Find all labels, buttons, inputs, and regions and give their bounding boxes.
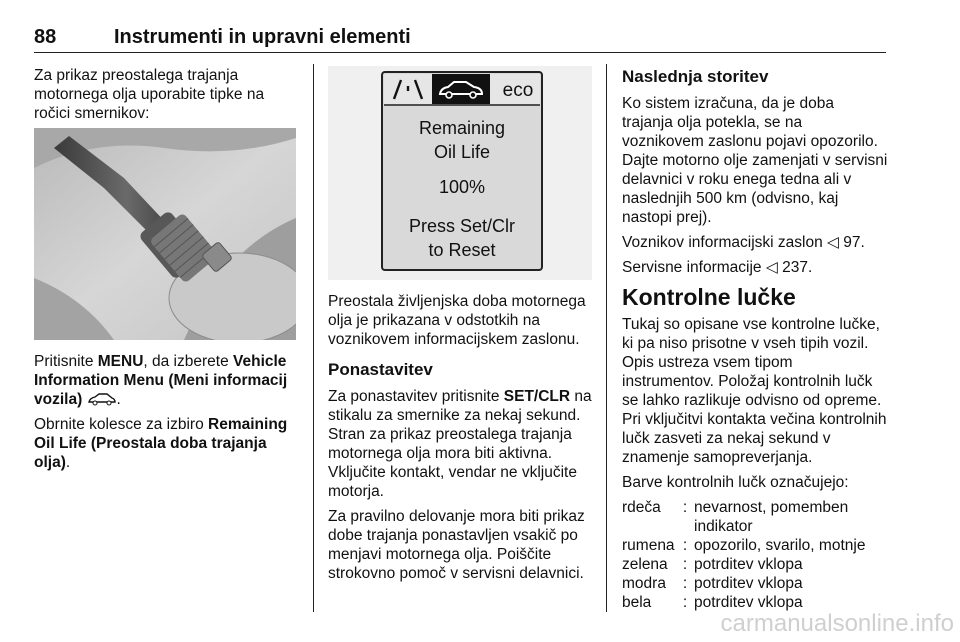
wheel-instruction: [34, 415, 296, 472]
wheel-instruction-pre: Obrnite kolesce za izbiro: [34, 416, 209, 433]
page-title: Instrumenti in upravni elementi: [114, 26, 411, 48]
car-icon: [87, 392, 117, 406]
oil-life-display: [328, 66, 592, 280]
wheel-instruction-end: .: [65, 454, 71, 471]
color-separator: :: [682, 575, 688, 592]
color-meaning-table: [622, 498, 888, 612]
ref-service-info: [622, 258, 888, 277]
reset-paragraph-2: Za pravilno delovanje mora biti prikaz dobe trajanja ponastavljen vsakič po menjavi motornega olja. Poiščite strokovno pomoč v servisni delavnici.: [328, 508, 585, 582]
column-divider-2: [606, 64, 607, 612]
reset-p1-post: na stikalu za smernike za nekaj sekund. Stran za prikaz preostalega trajanja motornega olja mora biti aktivna. Vključite kontakt, vendar ne vključite motorja.: [328, 388, 592, 500]
stalk-photo: [34, 128, 296, 340]
color-name: zelena: [622, 556, 668, 573]
column-divider-1: [313, 64, 314, 612]
color-description: potrditev vklopa: [694, 556, 803, 573]
color-name: modra: [622, 575, 666, 592]
ref2-text: Servisne informacije: [622, 259, 766, 276]
display-caption: Preostala življenjska doba motornega olja je prikazana v odstotkih na voznikovem informacijskem zaslonu.: [328, 293, 586, 348]
ref2-page: 237.: [777, 259, 813, 276]
active-tab: [432, 74, 490, 104]
color-row: [622, 536, 888, 555]
page-header: [34, 26, 886, 52]
color-name: rumena: [622, 537, 675, 554]
color-separator: :: [682, 556, 688, 573]
set-clr-key: SET/CLR: [503, 388, 571, 405]
color-row: [622, 574, 888, 593]
color-row: [622, 555, 888, 574]
header-rule: [34, 52, 886, 53]
column-2: [328, 292, 592, 589]
menu-instruction: [34, 352, 296, 409]
display-line-press: Press Set/Clr: [408, 216, 516, 236]
color-description: potrditev vklopa: [694, 575, 803, 592]
column-3: [622, 66, 888, 612]
color-description: nevarnost, pomemben indikator: [694, 499, 849, 535]
color-separator: :: [682, 499, 688, 516]
watermark: carmanualsonline.info: [720, 610, 954, 637]
column-1-lower: [34, 352, 296, 478]
colors-intro: Barve kontrolnih lučk označujejo:: [622, 474, 849, 491]
remaining-oil-life-label: Remaining Oil Life (Preostala doba trajanja olja): [34, 416, 288, 471]
menu-instruction-pre: Pritisnite: [34, 353, 98, 370]
menu-key: MENU: [97, 353, 144, 370]
color-description: potrditev vklopa: [694, 594, 803, 611]
display-line-remaining: Remaining: [418, 118, 506, 138]
warning-lights-paragraph: Tukaj so opisane vse kontrolne lučke, ki pa niso prisotne v vseh tipih vozil. Opis ustreza vsem tipom instrumentov. Položaj kontrolnih lučk se lahko razlikuje odvisno od opreme. Pri vključitvi kontakta večina kontrolnih lučk zasveti za nekaj sekund v znamenje samopreverjanja.: [622, 316, 887, 466]
vehicle-info-menu-label: Vehicle Information Menu (Meni informacij vozila): [34, 353, 288, 408]
display-percent: 100%: [438, 177, 486, 197]
reset-paragraph-1: [328, 387, 592, 501]
display-line-reset: to Reset: [428, 240, 496, 260]
next-service-paragraph: Ko sistem izračuna, da je doba trajanja olja potekla, se na voznikovem zaslonu pojavi opozorilo. Dajte motorno olje zamenjati v servisni delavnici v roku enega tedna ali v naslednjih 500 km (odvisno, kaj nastopi prej).: [622, 95, 888, 226]
color-description: opozorilo, svarilo, motnje: [694, 537, 866, 554]
intro-text: Za prikaz preostalega trajanja motornega olja uporabite tipke na ročici smernikov:: [34, 67, 265, 122]
column-1: [34, 66, 296, 129]
page-number: 88: [34, 26, 57, 48]
color-separator: :: [682, 537, 688, 554]
color-name: rdeča: [622, 499, 661, 516]
menu-instruction-end: .: [116, 391, 121, 408]
ref1-text: Voznikov informacijski zaslon: [622, 234, 828, 251]
menu-instruction-mid: , da izberete: [143, 353, 233, 370]
reset-p1-pre: Za ponastavitev pritisnite: [328, 388, 504, 405]
page-ref-arrow-icon: ◁: [765, 259, 778, 276]
color-name: bela: [622, 594, 652, 611]
color-row: [622, 498, 888, 536]
ref-driver-info-display: [622, 233, 888, 252]
page-ref-arrow-icon: ◁: [827, 234, 839, 251]
warning-lights-title: Kontrolne lučke: [622, 284, 796, 310]
color-separator: :: [682, 594, 688, 611]
display-line-oil-life: Oil Life: [433, 142, 491, 162]
next-service-heading: Naslednja storitev: [622, 67, 769, 86]
reset-heading: Ponastavitev: [328, 360, 433, 379]
ref1-page: 97.: [838, 234, 865, 251]
eco-tab: eco: [502, 80, 534, 101]
